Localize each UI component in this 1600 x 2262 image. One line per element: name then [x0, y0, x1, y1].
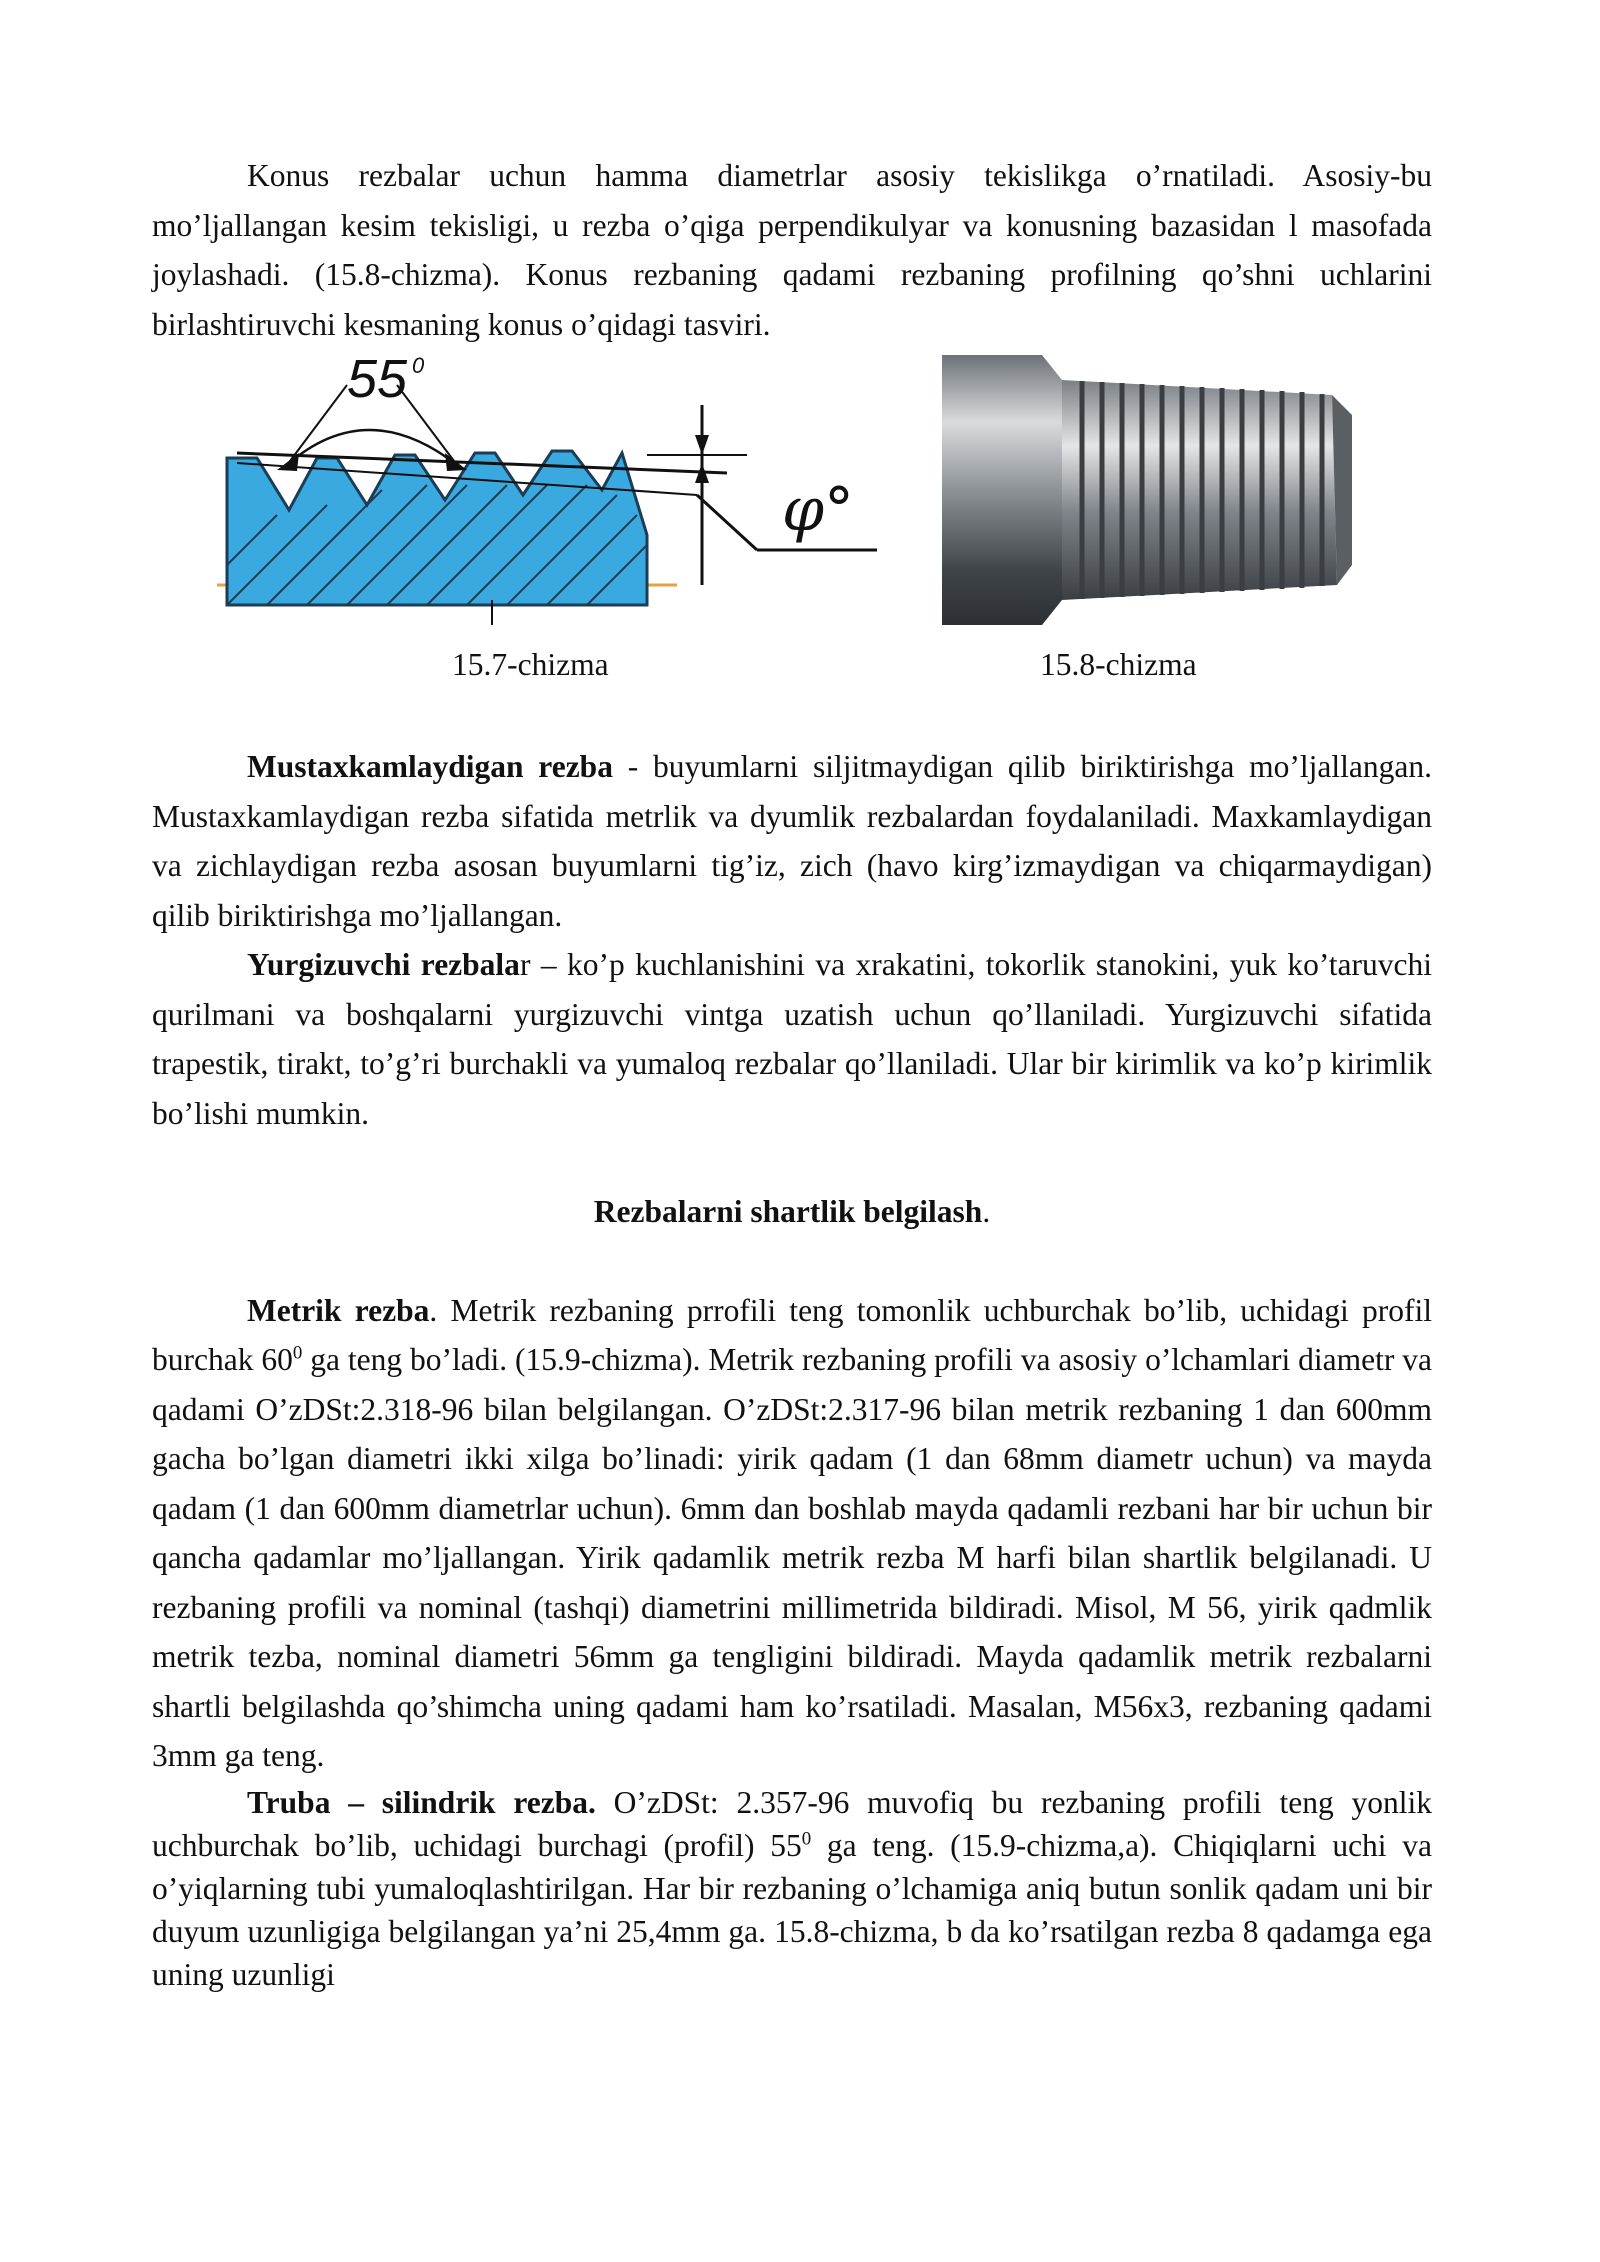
- text-truba-b: ga teng. (15.9-chizma,a). Chiqiqlarni uchi va o’yiqlarning tubi yumaloqlashtirilgan. Har bir rezbaning o’lchamiga aniq butun sonlik qadam uni bir duyum uzunligiga belgilangan ya’ni 25,4mm ga. 15.8-chizma, b da ko’rsatilgan rezba 8 qadamga ega uning uzunligi: [152, 1827, 1432, 1992]
- superscript-degree-2: 0: [801, 1828, 812, 1849]
- text-mustaxkamlaydigan: - buyumlarni siljitmaydigan qilib biriktirishga mo’ljallangan. Mustaxkamlaydigan rezba sifatida metrlik va dyumlik rezbalardan foydalaniladi. Maxkamlaydigan va zichlaydigan rezba asosan buyumlarni tig’iz, zich (havo kirg’izmaydigan va chiqarmaydigan) qilib biriktirishga mo’ljallangan.: [152, 749, 1432, 933]
- angle-label: 55: [347, 355, 408, 409]
- term-yurgizuvchi: Yurgizuvchi rezbala: [247, 947, 520, 982]
- phi-label: φ°: [782, 475, 855, 545]
- main-text-block: [152, 742, 1432, 1996]
- part-shank: [942, 355, 1042, 625]
- term-truba: Truba – silindrik rezba.: [247, 1784, 596, 1820]
- text-metrik-a: . Metrik rezbaning prrofili teng tomonlik uchburchak bo’lib, uchidagi profil burchak 60: [152, 1292, 1432, 1377]
- phi-line: [697, 495, 757, 550]
- angle-leader-left: [287, 385, 347, 465]
- figures-row: [152, 355, 1432, 685]
- angle-degree-label: 0: [412, 355, 425, 378]
- term-metrik: Metrik rezba: [247, 1292, 430, 1328]
- paragraph-yurgizuvchi: [152, 940, 1432, 1138]
- intro-paragraph: Konus rezbalar uchun hamma diametrlar asosiy tekislikga o’rnatiladi. Asosiy-bu mo’ljallangan kesim tekisligi, u rezba o’qiga perpendikulyar va konusning bazasidan l masofada joylashadi. (15.8-chizma). Konus rezbaning qadami rezbaning profilning qo’shni uchlarini birlashtiruvchi kesmaning konus o’qidagi tasviri.: [152, 158, 1432, 342]
- part-chamfer: [1042, 355, 1062, 625]
- superscript-degree: 0: [292, 1342, 303, 1364]
- paragraph-truba: [152, 1781, 1432, 1996]
- text-yurgizuvchi: r – ko’p kuchlanishini va xrakatini, tokorlik stanokini, yuk ko’taruvchi qurilmani va boshqalarni yurgizuvchi vintga uzatish uchun qo’llaniladi. Yurgizuvchi sifatida trapestik, tirakt, to’g’ri burchakli va yumaloq rezbalar qo’llaniladi. Ular bir kirimlik va ko’p kirimlik bo’lishi mumkin.: [152, 947, 1432, 1131]
- threaded-part-photo-15-8: [942, 355, 1362, 625]
- figure-caption-15-8: 15.8-chizma: [1040, 647, 1197, 682]
- text-truba-a: O’zDSt: 2.357-96 muvofiq bu rezbaning profili teng yonlik uchburchak bo’lib, uchidagi burchagi (profil) 55: [152, 1784, 1432, 1863]
- paragraph-metrik: [152, 1286, 1432, 1781]
- text-metrik-b: ga teng bo’ladi. (15.9-chizma). Metrik rezbaning profili va asosiy o’lchamlari diametr va qadami O’zDSt:2.318-96 bilan belgilangan. O’zDSt:2.317-96 bilan metrik rezbaning 1 dan 600mm gacha bo’lgan diametri ikki xilga bo’linadi: yirik qadam (1 dan 68mm diametr uchun) va mayda qadam (1 dan 600mm diametrlar uchun). 6mm dan boshlab mayda qadamli rezbani har bir uchun bir qancha qadamlar mo’ljallangan. Yirik qadamlik metrik rezba M harfi bilan shartlik belgilanadi. U rezbaning profili va nominal (tashqi) diametrini millimetrida bildiradi. Misol, M 56, yirik qadmlik metrik tezba, nominal diametri 56mm ga tengligini bildiradi. Mayda qadamlik metrik rezbalarni shartli belgilashda qo’shimcha uning qadami ham ko’rsatiladi. Masalan, M56x3, rezbaning qadami 3mm ga teng.: [152, 1342, 1433, 1773]
- term-mustaxkamlaydigan: Mustaxkamlaydigan rezba: [247, 749, 613, 784]
- intro-block: [152, 151, 1432, 349]
- paragraph-mustaxkamlaydigan: [152, 742, 1432, 940]
- figure-caption-15-7: 15.7-chizma: [452, 647, 609, 682]
- thread-profile-drawing-15-7: [217, 355, 1047, 655]
- arrow-down-icon: [695, 435, 709, 455]
- heading-dot: .: [982, 1194, 991, 1229]
- heading-text: Rezbalarni shartlik belgilash: [593, 1194, 983, 1229]
- section-heading: [152, 1187, 1432, 1237]
